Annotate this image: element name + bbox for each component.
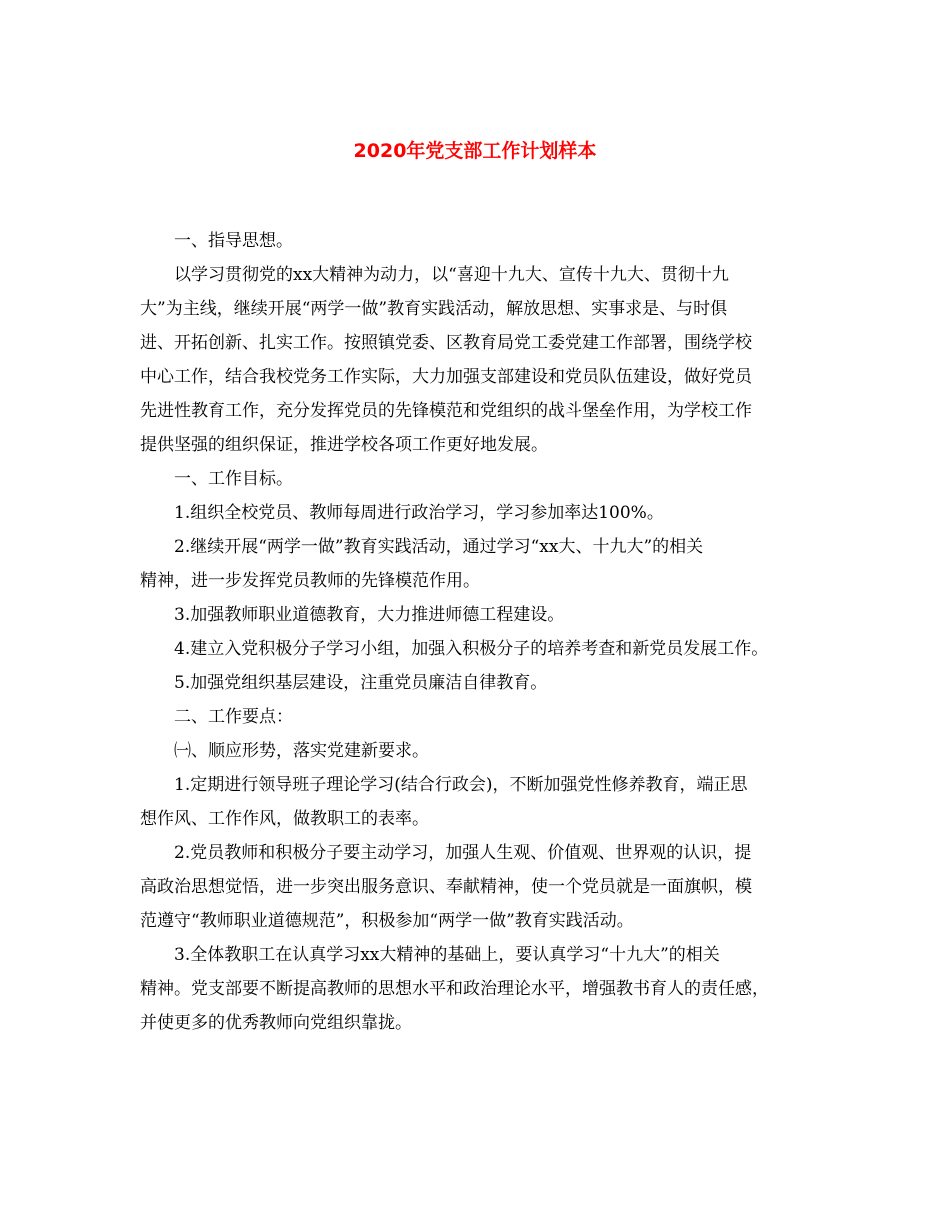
paragraph-line: 提供坚强的组织保证，推进学校各项工作更好地发展。 (140, 435, 548, 455)
paragraph-line: 想作风、工作作风，做教职工的表率。 (140, 809, 429, 829)
paragraph-line: 1.定期进行领导班子理论学习(结合行政会)，不断加强党性修养教育，端正思 (174, 775, 748, 795)
document-title: 2020年党支部工作计划样本 (353, 140, 597, 162)
paragraph-line: 一、工作目标。 (174, 469, 293, 489)
paragraph-line: 2.党员教师和积极分子要主动学习，加强人生观、价值观、世界观的认识，提 (174, 843, 752, 863)
paragraph-line: 高政治思想觉悟，进一步突出服务意识、奉献精神，使一个党员就是一面旗帜，模 (140, 877, 752, 897)
paragraph-line: ㈠、顺应形势，落实党建新要求。 (174, 741, 429, 761)
paragraph-line: 4.建立入党积极分子学习小组，加强入积极分子的培养考查和新党员发展工作。 (174, 639, 769, 659)
paragraph-line: 精神，进一步发挥党员教师的先锋模范作用。 (140, 571, 480, 591)
paragraph-line: 一、指导思想。 (174, 231, 293, 251)
paragraph-line: 精神。党支部要不断提高教师的思想水平和政治理论水平，增强教书育人的责任感， (140, 979, 769, 999)
paragraph-line: 1.组织全校党员、教师每周进行政治学习，学习参加率达100%。 (174, 503, 664, 523)
paragraph-line: 范遵守“教师职业道德规范”，积极参加“两学一做”教育实践活动。 (140, 911, 634, 931)
paragraph-line: 3.加强教师职业道德教育，大力推进师德工程建设。 (174, 605, 565, 625)
paragraph-line: 并使更多的优秀教师向党组织靠拢。 (140, 1013, 412, 1033)
paragraph (140, 462, 830, 496)
paragraph-line: 3.全体教职工在认真学习xx大精神的基础上，要认真学习“十九大”的相关 (174, 945, 720, 965)
paragraph (140, 530, 830, 598)
paragraph-line: 5.加强党组织基层建设，注重党员廉洁自律教育。 (174, 673, 548, 693)
paragraph (140, 938, 830, 1040)
paragraph (140, 632, 830, 666)
paragraph (140, 496, 830, 530)
paragraph-line: 二、工作要点： (174, 707, 293, 727)
paragraph (140, 598, 830, 632)
paragraph-line: 以学习贯彻党的xx大精神为动力，以“喜迎十九大、宣传十九大、贯彻十九 (174, 265, 729, 285)
paragraph (140, 700, 830, 734)
document-body (140, 224, 830, 1040)
paragraph-line: 进、开拓创新、扎实工作。按照镇党委、区教育局党工委党建工作部署，围绕学校 (140, 333, 752, 353)
paragraph (140, 734, 830, 768)
paragraph-line: 2.继续开展“两学一做”教育实践活动，通过学习“xx大、十九大”的相关 (174, 537, 704, 557)
paragraph-line: 中心工作，结合我校党务工作实际，大力加强支部建设和党员队伍建设，做好党员 (140, 367, 752, 387)
paragraph (140, 836, 830, 938)
paragraph (140, 224, 830, 258)
paragraph-line: 大”为主线，继续开展“两学一做”教育实践活动，解放思想、实事求是、与时俱 (140, 299, 728, 319)
paragraph (140, 666, 830, 700)
paragraph (140, 258, 830, 462)
paragraph (140, 768, 830, 836)
paragraph-line: 先进性教育工作，充分发挥党员的先锋模范和党组织的战斗堡垒作用，为学校工作 (140, 401, 752, 421)
